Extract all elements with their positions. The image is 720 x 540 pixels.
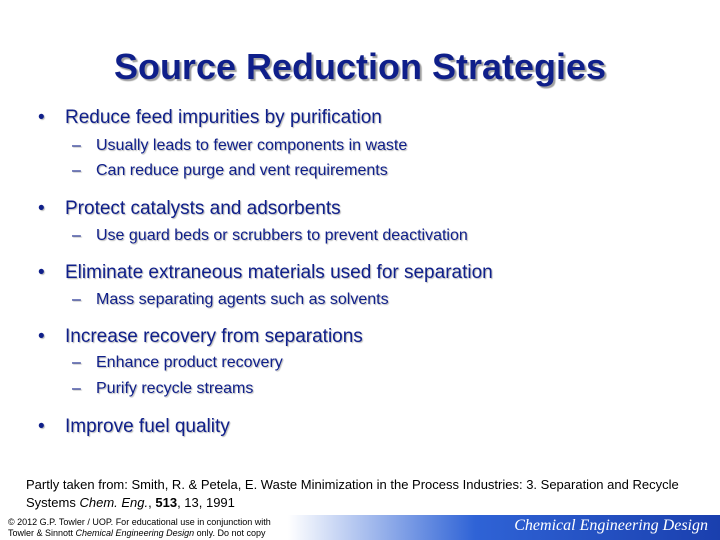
copyright-line-2 xyxy=(8,528,271,539)
bullet-text: Reduce feed impurities by purification xyxy=(65,107,382,128)
copyright-line-2-a: Towler & Sinnott xyxy=(8,528,76,538)
sub-bullet-item xyxy=(72,354,283,372)
bullet-item xyxy=(38,416,230,438)
slide-title: Source Reduction Strategies xyxy=(113,46,607,87)
citation-journal: Chem. Eng. xyxy=(79,495,149,510)
sub-bullet-marker: – xyxy=(72,137,81,154)
citation-separator: , xyxy=(148,495,156,510)
sub-bullet-text: Usually leads to fewer components in waste xyxy=(96,137,408,154)
sub-bullet-text: Can reduce purge and vent requirements xyxy=(96,162,388,179)
copyright-notice xyxy=(8,517,271,539)
sub-bullet-item xyxy=(72,380,253,398)
bullet-text: Improve fuel quality xyxy=(65,416,230,437)
sub-bullet-marker: – xyxy=(72,354,81,371)
bullet-marker: • xyxy=(38,262,45,283)
bullet-marker: • xyxy=(38,107,45,128)
bullet-text: Increase recovery from separations xyxy=(65,326,363,347)
copyright-book-title: Chemical Engineering Design xyxy=(75,528,195,538)
bullet-text: Protect catalysts and adsorbents xyxy=(65,198,341,219)
bullet-item xyxy=(38,107,382,129)
sub-bullet-marker: – xyxy=(72,291,81,308)
sub-bullet-item xyxy=(72,162,388,180)
bullet-marker: • xyxy=(38,416,45,437)
sub-bullet-item xyxy=(72,227,468,245)
copyright-line-2-c: only. Do not copy xyxy=(194,528,266,538)
bullet-item xyxy=(38,198,341,220)
citation-prefix: Partly taken from: Smith, R. & Petela, E. Waste Minimization in the Process Industries: 3. Separation and Recycle Systems xyxy=(26,477,679,510)
sub-bullet-text: Purify recycle streams xyxy=(96,380,254,397)
copyright-line-1: © 2012 G.P. Towler / UOP. For educational use in conjunction with xyxy=(8,517,271,527)
sub-bullet-marker: – xyxy=(72,162,81,179)
citation-volume: 513 xyxy=(155,495,178,510)
sub-bullet-text: Mass separating agents such as solvents xyxy=(96,291,389,308)
sub-bullet-text: Use guard beds or scrubbers to prevent deactivation xyxy=(96,227,468,244)
bullet-marker: • xyxy=(38,326,45,347)
sub-bullet-item xyxy=(72,137,407,155)
citation xyxy=(26,476,696,512)
bullet-item xyxy=(38,262,493,284)
bullet-marker: • xyxy=(38,198,45,219)
footer-course-title: Chemical Engineering Design xyxy=(514,517,708,534)
sub-bullet-item xyxy=(72,291,389,309)
sub-bullet-marker: – xyxy=(72,227,81,244)
sub-bullet-text: Enhance product recovery xyxy=(96,354,283,371)
bullet-text: Eliminate extraneous materials used for separation xyxy=(65,262,493,283)
bullet-item xyxy=(38,326,363,348)
sub-bullet-marker: – xyxy=(72,380,81,397)
citation-suffix: , 13, 1991 xyxy=(177,495,235,510)
